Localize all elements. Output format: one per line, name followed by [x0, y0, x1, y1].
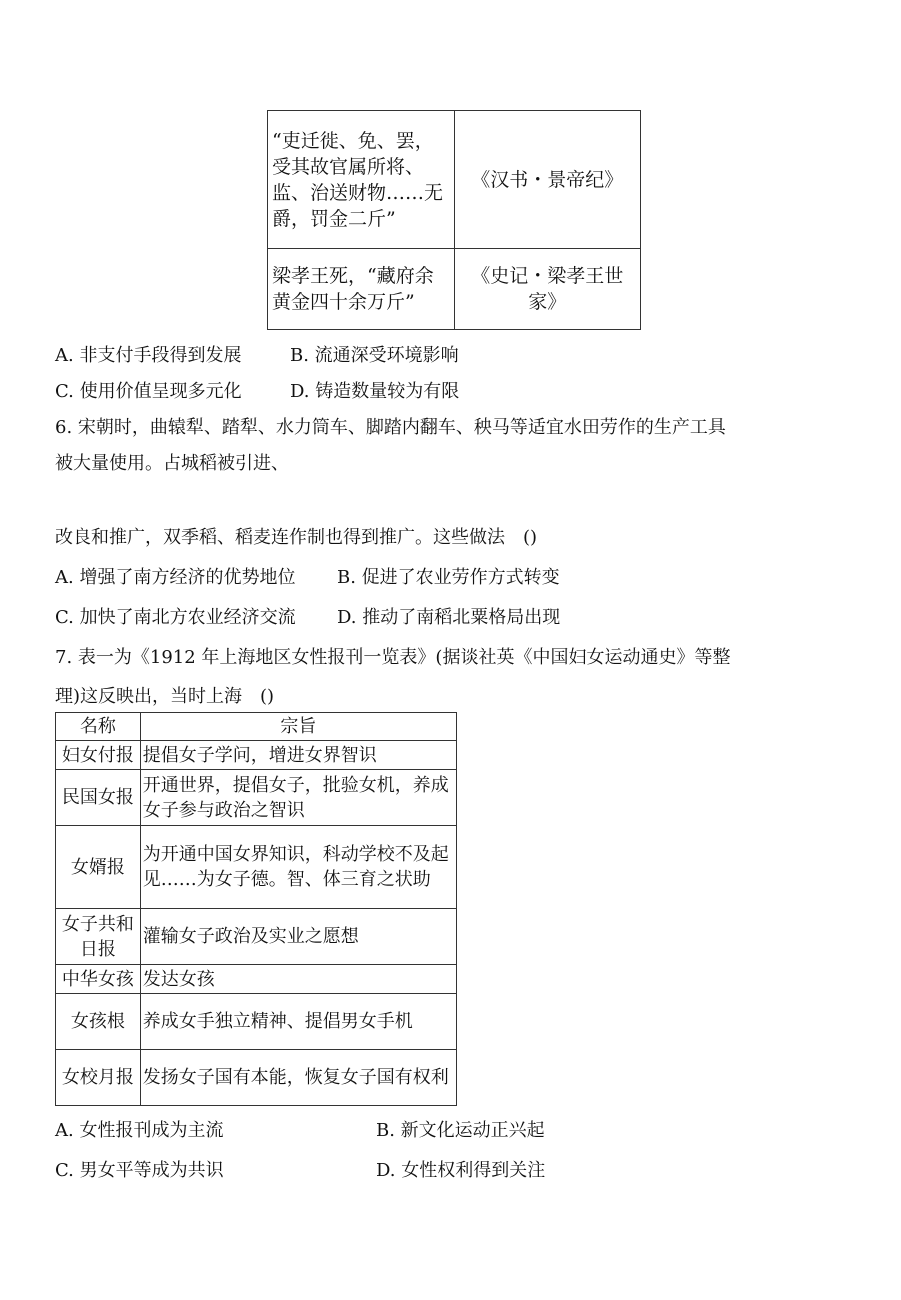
cell-name: 中华女孩: [56, 965, 141, 994]
q7-option-b: B. 新文化运动正兴起: [376, 1120, 545, 1141]
q6-stem-line-1: 6. 宋朝时，曲辕犁、踏犁、水力筒车、脚踏内翻车、秧马等适宜水田劳作的生产工具: [55, 417, 726, 438]
q6-option-a: A. 增强了南方经济的优势地位: [55, 567, 296, 588]
cell-name: 妇女付报: [56, 741, 141, 770]
q6-stem-line-3: 改良和推广，双季稻、稻麦连作制也得到推广。这些做法 (): [55, 527, 538, 548]
cell-aim: 为开通中国女界知识，科动学校不及起见……为女子德。智、体三育之状助: [140, 826, 456, 909]
q7-stem-line-2: 理)这反映出，当时上海 (): [55, 686, 275, 707]
q7-option-a: A. 女性报刊成为主流: [55, 1120, 224, 1141]
table-cell-quote: “吏迁徙、免、罢，受其故官属所将、监、治送财物……无爵，罚金二斤”: [268, 111, 455, 249]
cell-aim: 养成女手独立精神、提倡男女手机: [140, 994, 456, 1050]
cell-aim: 提倡女子学问，增进女界智识: [140, 741, 456, 770]
q5-option-d: D. 铸造数量较为有限: [290, 381, 460, 402]
table-header-row: [56, 713, 457, 741]
q6-stem-line-2: 被大量使用。占城稻被引进、: [55, 453, 289, 474]
cell-name: 女孩根: [56, 994, 141, 1050]
table-cell-source: 《汉书・景帝纪》: [454, 111, 641, 249]
table-row: [56, 909, 457, 965]
cell-name: 女子共和日报: [56, 909, 141, 965]
cell-aim: 发扬女子国有本能，恢复女子国有权利: [140, 1050, 456, 1106]
q7-option-d: D. 女性权利得到关注: [376, 1160, 546, 1181]
q6-option-c: C. 加快了南北方农业经济交流: [55, 607, 296, 628]
table-cell-quote: 梁孝王死，“藏府余黄金四十余万斤”: [268, 249, 455, 330]
q7-option-c: C. 男女平等成为共识: [55, 1160, 224, 1181]
source-table: [267, 110, 641, 330]
q5-option-a: A. 非支付手段得到发展: [55, 345, 242, 366]
table-row: [56, 1050, 457, 1106]
table-row: [56, 741, 457, 770]
cell-name: 女校月报: [56, 1050, 141, 1106]
q6-option-d: D. 推动了南稻北粟格局出现: [337, 607, 561, 628]
header-name: 名称: [56, 713, 141, 741]
cell-aim: 发达女孩: [140, 965, 456, 994]
cell-name: 女婿报: [56, 826, 141, 909]
q6-option-b: B. 促进了农业劳作方式转变: [337, 567, 560, 588]
table-row: [56, 770, 457, 826]
cell-aim: 开通世界，提倡女子，批验女机，养成女子参与政治之智识: [140, 770, 456, 826]
cell-aim: 灌输女子政治及实业之愿想: [140, 909, 456, 965]
cell-name: 民国女报: [56, 770, 141, 826]
header-aim: 宗旨: [140, 713, 456, 741]
q5-option-c: C. 使用价值呈现多元化: [55, 381, 242, 402]
table-row: [56, 994, 457, 1050]
newspaper-table: [55, 712, 457, 1106]
table-cell-source: 《史记・梁孝王世家》: [454, 249, 641, 330]
table-row: [56, 826, 457, 909]
table-row: [268, 249, 641, 330]
table-row: [268, 111, 641, 249]
table-row: [56, 965, 457, 994]
q7-stem-line-1: 7. 表一为《1912 年上海地区女性报刊一览表》(据谈社英《中国妇女运动通史》等整: [55, 647, 731, 668]
q5-option-b: B. 流通深受环境影响: [290, 345, 459, 366]
